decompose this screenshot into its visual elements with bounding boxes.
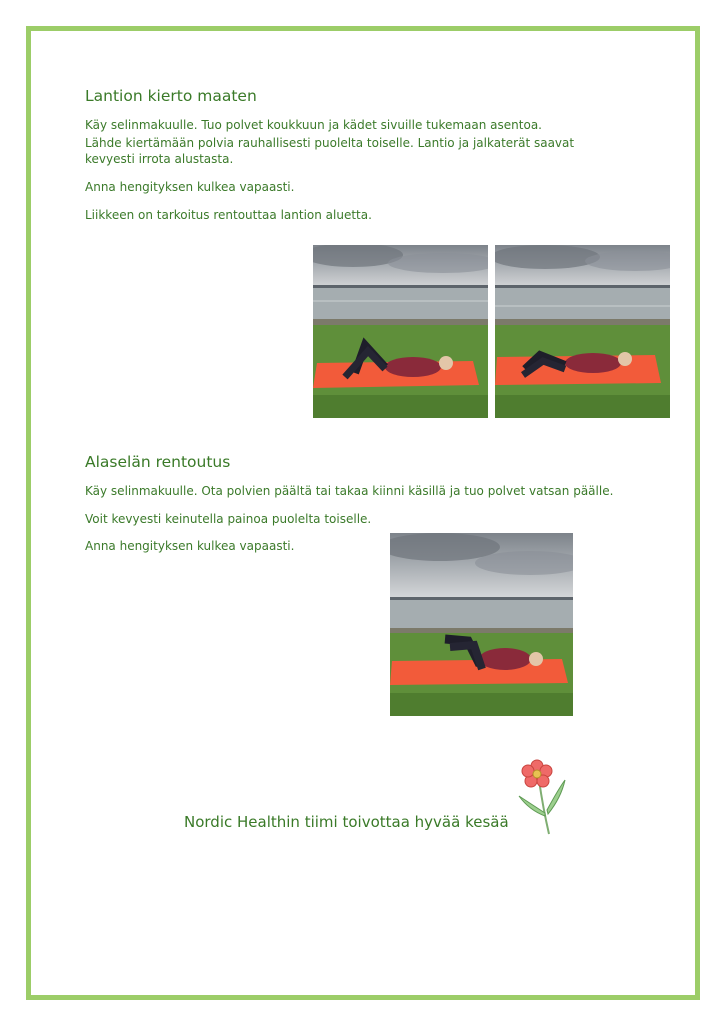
section2-paragraph-3: Anna hengityksen kulkea vapaasti.	[85, 539, 295, 553]
section1-paragraph-3: Liikkeen on tarkoitus rentouttaa lantion aluetta.	[85, 208, 372, 222]
section1-paragraph-1-line-3: kevyesti irrota alustasta.	[85, 152, 234, 166]
footer-greeting: Nordic Healthin tiimi toivottaa hyvää kesää	[184, 813, 509, 831]
exercise-photo-knees-to-chest	[390, 533, 573, 716]
section1-paragraph-1-line-1: Käy selinmakuulle. Tuo polvet koukkuun ja kädet sivuille tukemaan asentoa.	[85, 118, 542, 132]
exercise-photo-knees-left	[313, 245, 488, 418]
section-title-pelvis-rotation: Lantion kierto maaten	[85, 87, 257, 105]
section1-paragraph-1-line-2: Lähde kiertämään polvia rauhallisesti puolelta toiselle. Lantio ja jalkaterät saavat	[85, 136, 575, 150]
section-title-lower-back-relax: Alaselän rentoutus	[85, 453, 231, 471]
exercise-photo-knees-right	[495, 245, 670, 418]
section2-paragraph-1: Käy selinmakuulle. Ota polvien päältä tai takaa kiinni käsillä ja tuo polvet vatsan päälle.	[85, 484, 614, 498]
flower-illustration	[515, 758, 570, 838]
section2-paragraph-2: Voit kevyesti keinutella painoa puolelta toiselle.	[85, 512, 372, 526]
section1-paragraph-2: Anna hengityksen kulkea vapaasti.	[85, 180, 295, 194]
